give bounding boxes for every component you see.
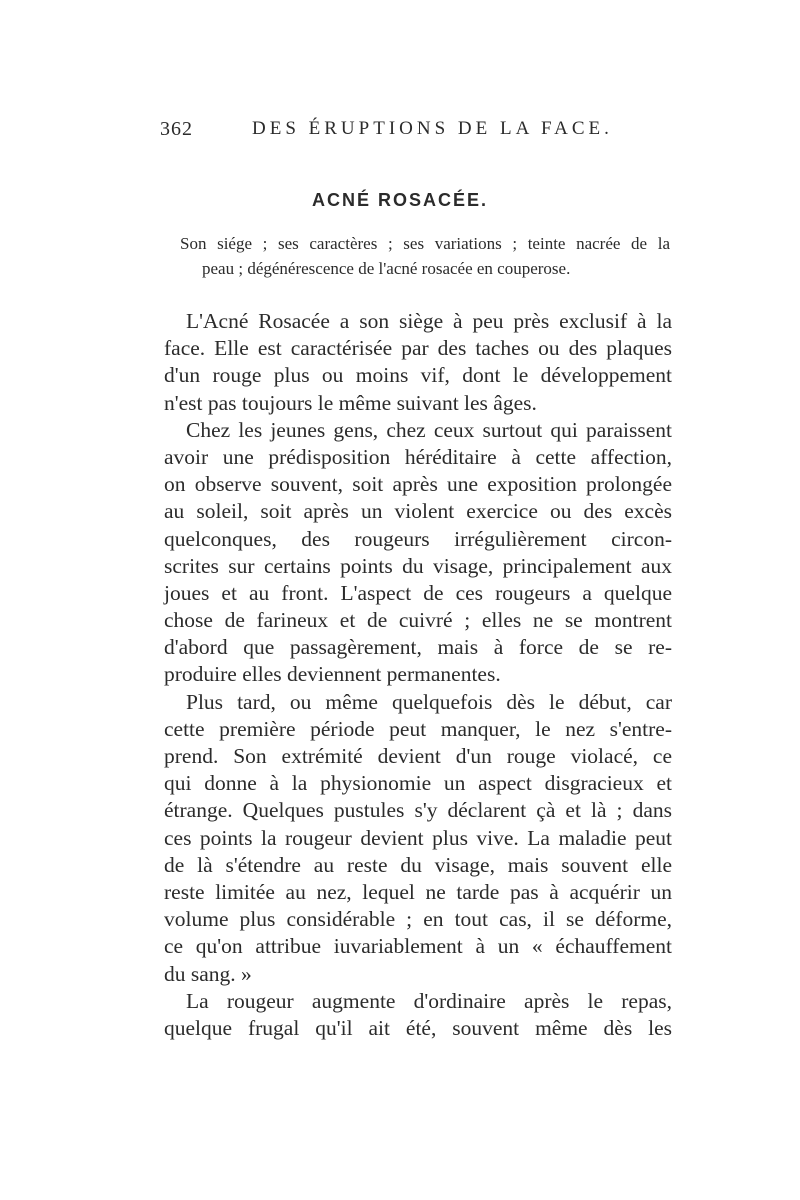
section-title: ACNÉ ROSACÉE. bbox=[311, 190, 489, 210]
text-line: Chez les jeunes gens, chez ceux surtout qui paraissent bbox=[186, 417, 672, 442]
text-line: quelconques, des rougeurs irrégulièrement circon- bbox=[164, 526, 672, 551]
text-line: chose de farineux et de cuivré ; elles ne se montrent bbox=[164, 608, 672, 633]
text-line: quelque frugal qu'il ait été, souvent même dès les bbox=[164, 1015, 672, 1040]
section-summary bbox=[180, 231, 670, 281]
text-line: qui donne à la physionomie un aspect disgracieux et bbox=[164, 771, 672, 796]
text-line: ces points la rougeur devient plus vive. La maladie peut bbox=[164, 825, 672, 850]
text-line: reste limitée au nez, lequel ne tarde pas à acquérir un bbox=[164, 879, 672, 904]
text-line: étrange. Quelques pustules s'y déclarent çà et là ; dans bbox=[164, 798, 672, 823]
text-line: on observe souvent, soit après une exposition prolongée bbox=[164, 472, 672, 497]
running-head: DES ÉRUPTIONS DE LA FACE. bbox=[252, 118, 613, 139]
page-number: 362 bbox=[160, 118, 193, 140]
text-line: Plus tard, ou même quelquefois dès le début, car bbox=[186, 689, 672, 714]
text-line: de là s'étendre au reste du visage, mais souvent elle bbox=[164, 852, 672, 877]
text-line: face. Elle est caractérisée par des taches ou des plaques bbox=[164, 336, 672, 361]
summary-line: Son siége ; ses caractères ; ses variations ; teinte nacrée de la bbox=[180, 234, 670, 253]
text-line: produire elles deviennent permanentes. bbox=[164, 662, 501, 687]
text-line: avoir une prédisposition héréditaire à cette affection, bbox=[164, 444, 672, 469]
text-line: d'un rouge plus ou moins vif, dont le développement bbox=[164, 363, 672, 388]
text-line: au soleil, soit après un violent exercice ou des excès bbox=[164, 499, 672, 524]
text-line: prend. Son extrémité devient d'un rouge violacé, ce bbox=[164, 744, 672, 768]
summary-line: peau ; dégénérescence de l'acné rosacée en couperose. bbox=[202, 259, 571, 278]
text-line: volume plus considérable ; en tout cas, il se déforme, bbox=[164, 907, 672, 932]
text-line: d'abord que passagèrement, mais à force de se re- bbox=[164, 635, 672, 660]
text-line: cette première période peut manquer, le nez s'entre- bbox=[164, 716, 672, 741]
text-line: La rougeur augmente d'ordinaire après le repas, bbox=[186, 988, 672, 1013]
text-line: L'Acné Rosacée a son siège à peu près exclusif à la bbox=[186, 309, 672, 333]
text-line: joues et au front. L'aspect de ces rougeurs a quelque bbox=[164, 580, 672, 605]
text-line: du sang. » bbox=[164, 961, 252, 986]
text-line: ce qu'on attribue iuvariablement à un « échauffement bbox=[164, 934, 672, 959]
body-text bbox=[164, 308, 672, 1042]
text-line: scrites sur certains points du visage, principalement aux bbox=[164, 553, 672, 578]
text-line: n'est pas toujours le même suivant les âges. bbox=[164, 390, 537, 415]
